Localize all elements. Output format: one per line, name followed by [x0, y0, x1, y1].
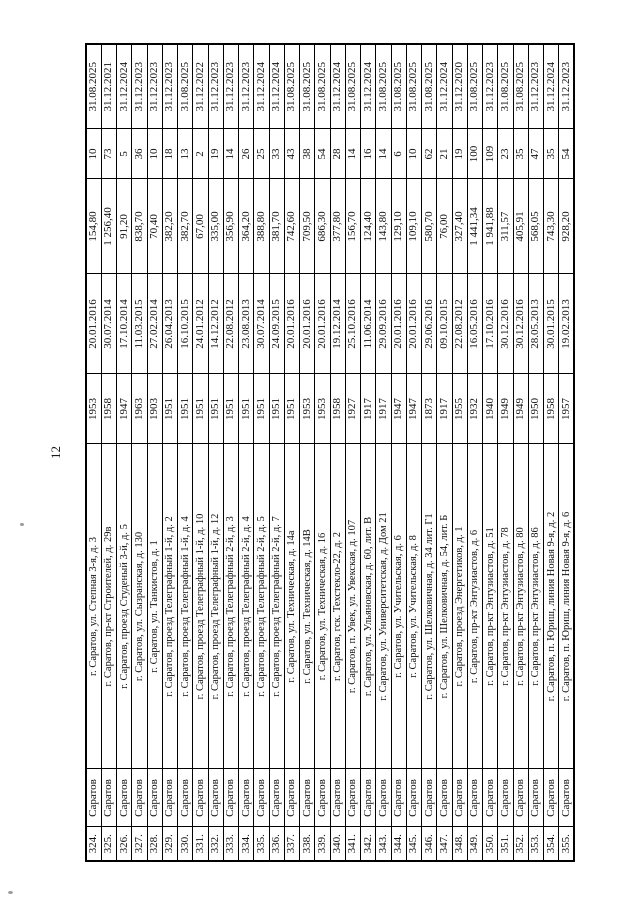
- date-cell: 30.12.2016: [498, 274, 513, 374]
- deadline-cell: 31.08.2025: [284, 44, 299, 129]
- city-cell: Саратов: [483, 769, 498, 827]
- count-cell: 19: [208, 129, 223, 179]
- year-cell: 1932: [467, 374, 482, 444]
- count-cell: 54: [559, 129, 574, 179]
- table-row: [147, 44, 162, 861]
- count-cell: 10: [147, 129, 162, 179]
- address-cell: г. Саратов, проезд Телеграфный 1-й, д. 4: [178, 444, 193, 769]
- amount-cell: 156,70: [345, 179, 360, 274]
- address-cell: г. Саратов, пр-кт Строителей, д. 29в: [101, 444, 116, 769]
- deadline-cell: 31.12.2021: [101, 44, 116, 129]
- table-row: [101, 44, 116, 861]
- count-cell: 10: [406, 129, 421, 179]
- city-cell: Саратов: [376, 769, 391, 827]
- address-cell: г. Саратов, ул. Учительская, д. 6: [391, 444, 406, 769]
- city-cell: Саратов: [132, 769, 147, 827]
- deadline-cell: 31.12.2023: [132, 44, 147, 129]
- table-row: [330, 44, 345, 861]
- deadline-cell: 31.08.2025: [376, 44, 391, 129]
- table-row: [345, 44, 360, 861]
- row-number-cell: 340.: [330, 827, 345, 861]
- table-row: [544, 44, 559, 861]
- city-cell: Саратов: [422, 769, 437, 827]
- address-cell: г. Саратов, пр-кт Энтузиастов, д. 86: [528, 444, 543, 769]
- count-cell: 47: [528, 129, 543, 179]
- table-row: [300, 44, 315, 861]
- year-cell: 1958: [544, 374, 559, 444]
- amount-cell: 364,20: [239, 179, 254, 274]
- amount-cell: 335,00: [208, 179, 223, 274]
- city-cell: Саратов: [345, 769, 360, 827]
- deadline-cell: 31.08.2025: [300, 44, 315, 129]
- registry-table: [85, 43, 575, 862]
- year-cell: 1917: [361, 374, 376, 444]
- year-cell: 1951: [193, 374, 208, 444]
- row-number-cell: 339.: [315, 827, 330, 861]
- address-cell: г. Саратов, ул. Университетская, д. Дом 21: [376, 444, 391, 769]
- year-cell: 1953: [315, 374, 330, 444]
- count-cell: 35: [544, 129, 559, 179]
- year-cell: 1950: [528, 374, 543, 444]
- city-cell: Саратов: [330, 769, 345, 827]
- table-row: [132, 44, 147, 861]
- row-number-cell: 346.: [422, 827, 437, 861]
- date-cell: 20.01.2016: [86, 274, 101, 374]
- city-cell: Саратов: [284, 769, 299, 827]
- city-cell: Саратов: [513, 769, 528, 827]
- amount-cell: 1 256,40: [101, 179, 116, 274]
- address-cell: г. Саратов, ул. Шелковичная, д. 54, лит. Б: [437, 444, 452, 769]
- year-cell: 1949: [498, 374, 513, 444]
- deadline-cell: 31.08.2025: [391, 44, 406, 129]
- row-number-cell: 335.: [254, 827, 269, 861]
- count-cell: 14: [223, 129, 238, 179]
- count-cell: 100: [467, 129, 482, 179]
- year-cell: 1873: [422, 374, 437, 444]
- date-cell: 23.08.2013: [239, 274, 254, 374]
- date-cell: 20.01.2016: [391, 274, 406, 374]
- year-cell: 1953: [300, 374, 315, 444]
- address-cell: г. Саратов, ул. Степная 3-я, д. 3: [86, 444, 101, 769]
- row-number-cell: 329.: [162, 827, 177, 861]
- table-row: [559, 44, 574, 861]
- deadline-cell: 31.12.2024: [254, 44, 269, 129]
- year-cell: 1917: [437, 374, 452, 444]
- amount-cell: 928,20: [559, 179, 574, 274]
- count-cell: 38: [300, 129, 315, 179]
- city-cell: Саратов: [193, 769, 208, 827]
- date-cell: 20.01.2016: [300, 274, 315, 374]
- deadline-cell: 31.12.2024: [544, 44, 559, 129]
- year-cell: 1951: [223, 374, 238, 444]
- year-cell: 1951: [239, 374, 254, 444]
- amount-cell: 388,80: [254, 179, 269, 274]
- city-cell: Саратов: [452, 769, 467, 827]
- table-row: [178, 44, 193, 861]
- deadline-cell: 31.12.2023: [208, 44, 223, 129]
- address-cell: г. Саратов, ул. Сызранская, д. 130: [132, 444, 147, 769]
- date-cell: 22.08.2012: [223, 274, 238, 374]
- address-cell: г. Саратов, ул. Ульяновская, д. 60, лит. В: [361, 444, 376, 769]
- address-cell: г. Саратов, пр-кт Энтузиастов, д. 51: [483, 444, 498, 769]
- address-cell: г. Саратов, проезд Телеграфный 2-й, д. 3: [223, 444, 238, 769]
- row-number-cell: 332.: [208, 827, 223, 861]
- deadline-cell: 31.08.2025: [513, 44, 528, 129]
- table-row: [498, 44, 513, 861]
- table-row: [391, 44, 406, 861]
- deadline-cell: 31.12.2023: [528, 44, 543, 129]
- year-cell: 1951: [162, 374, 177, 444]
- deadline-cell: 31.08.2025: [86, 44, 101, 129]
- amount-cell: 1 441,34: [467, 179, 482, 274]
- date-cell: 26.04.2013: [162, 274, 177, 374]
- date-cell: 16.05.2016: [467, 274, 482, 374]
- year-cell: 1949: [513, 374, 528, 444]
- deadline-cell: 31.12.2023: [223, 44, 238, 129]
- count-cell: 13: [178, 129, 193, 179]
- count-cell: 54: [315, 129, 330, 179]
- table-row: [406, 44, 421, 861]
- count-cell: 21: [437, 129, 452, 179]
- city-cell: Саратов: [467, 769, 482, 827]
- year-cell: 1958: [101, 374, 116, 444]
- count-cell: 28: [330, 129, 345, 179]
- count-cell: 43: [284, 129, 299, 179]
- deadline-cell: 31.08.2025: [406, 44, 421, 129]
- row-number-cell: 343.: [376, 827, 391, 861]
- deadline-cell: 31.12.2023: [559, 44, 574, 129]
- city-cell: Саратов: [406, 769, 421, 827]
- row-number-cell: 331.: [193, 827, 208, 861]
- table-row: [315, 44, 330, 861]
- address-cell: г. Саратов, пр-кт Энтузиастов, д. 78: [498, 444, 513, 769]
- deadline-cell: 31.12.2024: [437, 44, 452, 129]
- deadline-cell: 31.08.2025: [345, 44, 360, 129]
- date-cell: 30.07.2014: [254, 274, 269, 374]
- deadline-cell: 31.12.2024: [117, 44, 132, 129]
- year-cell: 1947: [391, 374, 406, 444]
- table-row: [467, 44, 482, 861]
- count-cell: 35: [513, 129, 528, 179]
- row-number-cell: 349.: [467, 827, 482, 861]
- row-number-cell: 347.: [437, 827, 452, 861]
- city-cell: Саратов: [361, 769, 376, 827]
- address-cell: г. Саратов, пр-кт Энтузиастов, д. 6: [467, 444, 482, 769]
- date-cell: 22.08.2012: [452, 274, 467, 374]
- row-number-cell: 353.: [528, 827, 543, 861]
- table-row: [452, 44, 467, 861]
- table-row: [208, 44, 223, 861]
- count-cell: 23: [498, 129, 513, 179]
- table-row: [483, 44, 498, 861]
- row-number-cell: 324.: [86, 827, 101, 861]
- deadline-cell: 31.12.2023: [483, 44, 498, 129]
- table-row: [422, 44, 437, 861]
- address-cell: г. Саратов, п. Юриш, линия Новая 9-я, д. 2: [544, 444, 559, 769]
- date-cell: 11.03.2015: [132, 274, 147, 374]
- year-cell: 1951: [178, 374, 193, 444]
- deadline-cell: 31.12.2023: [147, 44, 162, 129]
- date-cell: 20.01.2016: [406, 274, 421, 374]
- amount-cell: 311,57: [498, 179, 513, 274]
- city-cell: Саратов: [254, 769, 269, 827]
- year-cell: 1951: [254, 374, 269, 444]
- amount-cell: 67,00: [193, 179, 208, 274]
- deadline-cell: 31.08.2025: [178, 44, 193, 129]
- city-cell: Саратов: [208, 769, 223, 827]
- amount-cell: 382,70: [178, 179, 193, 274]
- date-cell: 28.05.2013: [528, 274, 543, 374]
- row-number-cell: 354.: [544, 827, 559, 861]
- deadline-cell: 31.08.2025: [467, 44, 482, 129]
- count-cell: 14: [345, 129, 360, 179]
- city-cell: Саратов: [162, 769, 177, 827]
- count-cell: 18: [162, 129, 177, 179]
- date-cell: 14.12.2012: [208, 274, 223, 374]
- row-number-cell: 338.: [300, 827, 315, 861]
- row-number-cell: 352.: [513, 827, 528, 861]
- city-cell: Саратов: [223, 769, 238, 827]
- year-cell: 1951: [269, 374, 284, 444]
- table-row: [361, 44, 376, 861]
- count-cell: 6: [391, 129, 406, 179]
- amount-cell: 91,20: [117, 179, 132, 274]
- table-row: [223, 44, 238, 861]
- amount-cell: 709,50: [300, 179, 315, 274]
- row-number-cell: 330.: [178, 827, 193, 861]
- row-number-cell: 348.: [452, 827, 467, 861]
- city-cell: Саратов: [117, 769, 132, 827]
- city-cell: Саратов: [391, 769, 406, 827]
- table-row: [269, 44, 284, 861]
- table-row: [162, 44, 177, 861]
- address-cell: г. Саратов, п. Увек, ул. Увекская, д. 107: [345, 444, 360, 769]
- date-cell: 19.02.2013: [559, 274, 574, 374]
- address-cell: г. Саратов, гск. Техстекло-22, д. 2: [330, 444, 345, 769]
- row-number-cell: 341.: [345, 827, 360, 861]
- amount-cell: 356,90: [223, 179, 238, 274]
- city-cell: Саратов: [528, 769, 543, 827]
- amount-cell: 143,80: [376, 179, 391, 274]
- date-cell: 19.12.2014: [330, 274, 345, 374]
- count-cell: 26: [239, 129, 254, 179]
- address-cell: г. Саратов, ул. Техническая, д. 14В: [300, 444, 315, 769]
- row-number-cell: 345.: [406, 827, 421, 861]
- date-cell: 20.01.2016: [315, 274, 330, 374]
- count-cell: 33: [269, 129, 284, 179]
- row-number-cell: 325.: [101, 827, 116, 861]
- address-cell: г. Саратов, ул. Шелковичная, д. 34 лит. Г1: [422, 444, 437, 769]
- year-cell: 1947: [406, 374, 421, 444]
- date-cell: 17.10.2016: [483, 274, 498, 374]
- year-cell: 1963: [132, 374, 147, 444]
- amount-cell: 686,30: [315, 179, 330, 274]
- table-row: [193, 44, 208, 861]
- date-cell: 20.01.2016: [284, 274, 299, 374]
- date-cell: 09.10.2015: [437, 274, 452, 374]
- date-cell: 30.12.2016: [513, 274, 528, 374]
- date-cell: 24.01.2012: [193, 274, 208, 374]
- year-cell: 1940: [483, 374, 498, 444]
- deadline-cell: 31.08.2025: [315, 44, 330, 129]
- amount-cell: 129,10: [391, 179, 406, 274]
- table-body: [86, 44, 574, 861]
- city-cell: Саратов: [86, 769, 101, 827]
- row-number-cell: 334.: [239, 827, 254, 861]
- deadline-cell: 31.12.2024: [330, 44, 345, 129]
- row-number-cell: 351.: [498, 827, 513, 861]
- amount-cell: 580,70: [422, 179, 437, 274]
- count-cell: 14: [376, 129, 391, 179]
- year-cell: 1955: [452, 374, 467, 444]
- deadline-cell: 31.12.2023: [239, 44, 254, 129]
- date-cell: 11.06.2014: [361, 274, 376, 374]
- amount-cell: 405,91: [513, 179, 528, 274]
- address-cell: г. Саратов, пр-кт Энтузиастов, д. 80: [513, 444, 528, 769]
- count-cell: 16: [361, 129, 376, 179]
- deadline-cell: 31.08.2025: [498, 44, 513, 129]
- city-cell: Саратов: [559, 769, 574, 827]
- address-cell: г. Саратов, ул. Учительская, д. 8: [406, 444, 421, 769]
- table-row: [437, 44, 452, 861]
- row-number-cell: 333.: [223, 827, 238, 861]
- amount-cell: 377,80: [330, 179, 345, 274]
- row-number-cell: 327.: [132, 827, 147, 861]
- count-cell: 73: [101, 129, 116, 179]
- deadline-cell: 31.12.2024: [269, 44, 284, 129]
- count-cell: 19: [452, 129, 467, 179]
- page-number: 12: [48, 446, 63, 459]
- city-cell: Саратов: [178, 769, 193, 827]
- amount-cell: 327,40: [452, 179, 467, 274]
- row-number-cell: 350.: [483, 827, 498, 861]
- amount-cell: 76,00: [437, 179, 452, 274]
- row-number-cell: 336.: [269, 827, 284, 861]
- year-cell: 1903: [147, 374, 162, 444]
- address-cell: г. Саратов, проезд Телеграфный 1-й, д. 10: [193, 444, 208, 769]
- address-cell: г. Саратов, п. Юриш, линия Новая 9-я, д. 6: [559, 444, 574, 769]
- table-row: [513, 44, 528, 861]
- count-cell: 5: [117, 129, 132, 179]
- table-row: [117, 44, 132, 861]
- city-cell: Саратов: [101, 769, 116, 827]
- date-cell: 17.10.2014: [117, 274, 132, 374]
- address-cell: г. Саратов, проезд Телеграфный 1-й, д. 12: [208, 444, 223, 769]
- count-cell: 25: [254, 129, 269, 179]
- amount-cell: 154,80: [86, 179, 101, 274]
- year-cell: 1951: [208, 374, 223, 444]
- count-cell: 109: [483, 129, 498, 179]
- amount-cell: 109,10: [406, 179, 421, 274]
- amount-cell: 382,20: [162, 179, 177, 274]
- date-cell: 16.10.2015: [178, 274, 193, 374]
- date-cell: 25.10.2016: [345, 274, 360, 374]
- row-number-cell: 344.: [391, 827, 406, 861]
- amount-cell: 70,40: [147, 179, 162, 274]
- year-cell: 1957: [559, 374, 574, 444]
- count-cell: 62: [422, 129, 437, 179]
- year-cell: 1927: [345, 374, 360, 444]
- deadline-cell: 31.12.2020: [452, 44, 467, 129]
- date-cell: 29.09.2016: [376, 274, 391, 374]
- year-cell: 1947: [117, 374, 132, 444]
- address-cell: г. Саратов, проезд Телеграфный 2-й, д. 7: [269, 444, 284, 769]
- year-cell: 1951: [284, 374, 299, 444]
- table-row: [528, 44, 543, 861]
- address-cell: г. Саратов, ул. Танкистов, д. 1: [147, 444, 162, 769]
- amount-cell: 1 941,88: [483, 179, 498, 274]
- amount-cell: 381,70: [269, 179, 284, 274]
- amount-cell: 838,70: [132, 179, 147, 274]
- address-cell: г. Саратов, проезд Телеграфный 2-й, д. 4: [239, 444, 254, 769]
- date-cell: 30.01.2015: [544, 274, 559, 374]
- row-number-cell: 355.: [559, 827, 574, 861]
- table-row: [239, 44, 254, 861]
- row-number-cell: 326.: [117, 827, 132, 861]
- table-row: [376, 44, 391, 861]
- address-cell: г. Саратов, ул. Техническая, д. 14а: [284, 444, 299, 769]
- amount-cell: 568,05: [528, 179, 543, 274]
- address-cell: г. Саратов, ул. Техническая, д. 16: [315, 444, 330, 769]
- address-cell: г. Саратов, проезд Телеграфный 1-й, д. 2: [162, 444, 177, 769]
- deadline-cell: 31.12.2022: [193, 44, 208, 129]
- count-cell: 36: [132, 129, 147, 179]
- deadline-cell: 31.12.2024: [361, 44, 376, 129]
- amount-cell: 743,30: [544, 179, 559, 274]
- table-row: [284, 44, 299, 861]
- city-cell: Саратов: [300, 769, 315, 827]
- row-number-cell: 328.: [147, 827, 162, 861]
- count-cell: 10: [86, 129, 101, 179]
- deadline-cell: 31.12.2023: [162, 44, 177, 129]
- city-cell: Саратов: [239, 769, 254, 827]
- amount-cell: 742,60: [284, 179, 299, 274]
- address-cell: г. Саратов, проезд Энергетиков, д. 1: [452, 444, 467, 769]
- date-cell: 30.07.2014: [101, 274, 116, 374]
- deadline-cell: 31.08.2025: [422, 44, 437, 129]
- city-cell: Саратов: [544, 769, 559, 827]
- year-cell: 1953: [86, 374, 101, 444]
- address-cell: г. Саратов, проезд Телеграфный 2-й, д. 5: [254, 444, 269, 769]
- count-cell: 2: [193, 129, 208, 179]
- address-cell: г. Саратов, проезд Студеный 3-й, д. 5: [117, 444, 132, 769]
- table-row: [86, 44, 101, 861]
- date-cell: 29.06.2016: [422, 274, 437, 374]
- city-cell: Саратов: [147, 769, 162, 827]
- city-cell: Саратов: [315, 769, 330, 827]
- city-cell: Саратов: [269, 769, 284, 827]
- row-number-cell: 342.: [361, 827, 376, 861]
- amount-cell: 124,40: [361, 179, 376, 274]
- city-cell: Саратов: [437, 769, 452, 827]
- year-cell: 1917: [376, 374, 391, 444]
- date-cell: 24.09.2015: [269, 274, 284, 374]
- date-cell: 27.02.2014: [147, 274, 162, 374]
- table-row: [254, 44, 269, 861]
- row-number-cell: 337.: [284, 827, 299, 861]
- city-cell: Саратов: [498, 769, 513, 827]
- year-cell: 1958: [330, 374, 345, 444]
